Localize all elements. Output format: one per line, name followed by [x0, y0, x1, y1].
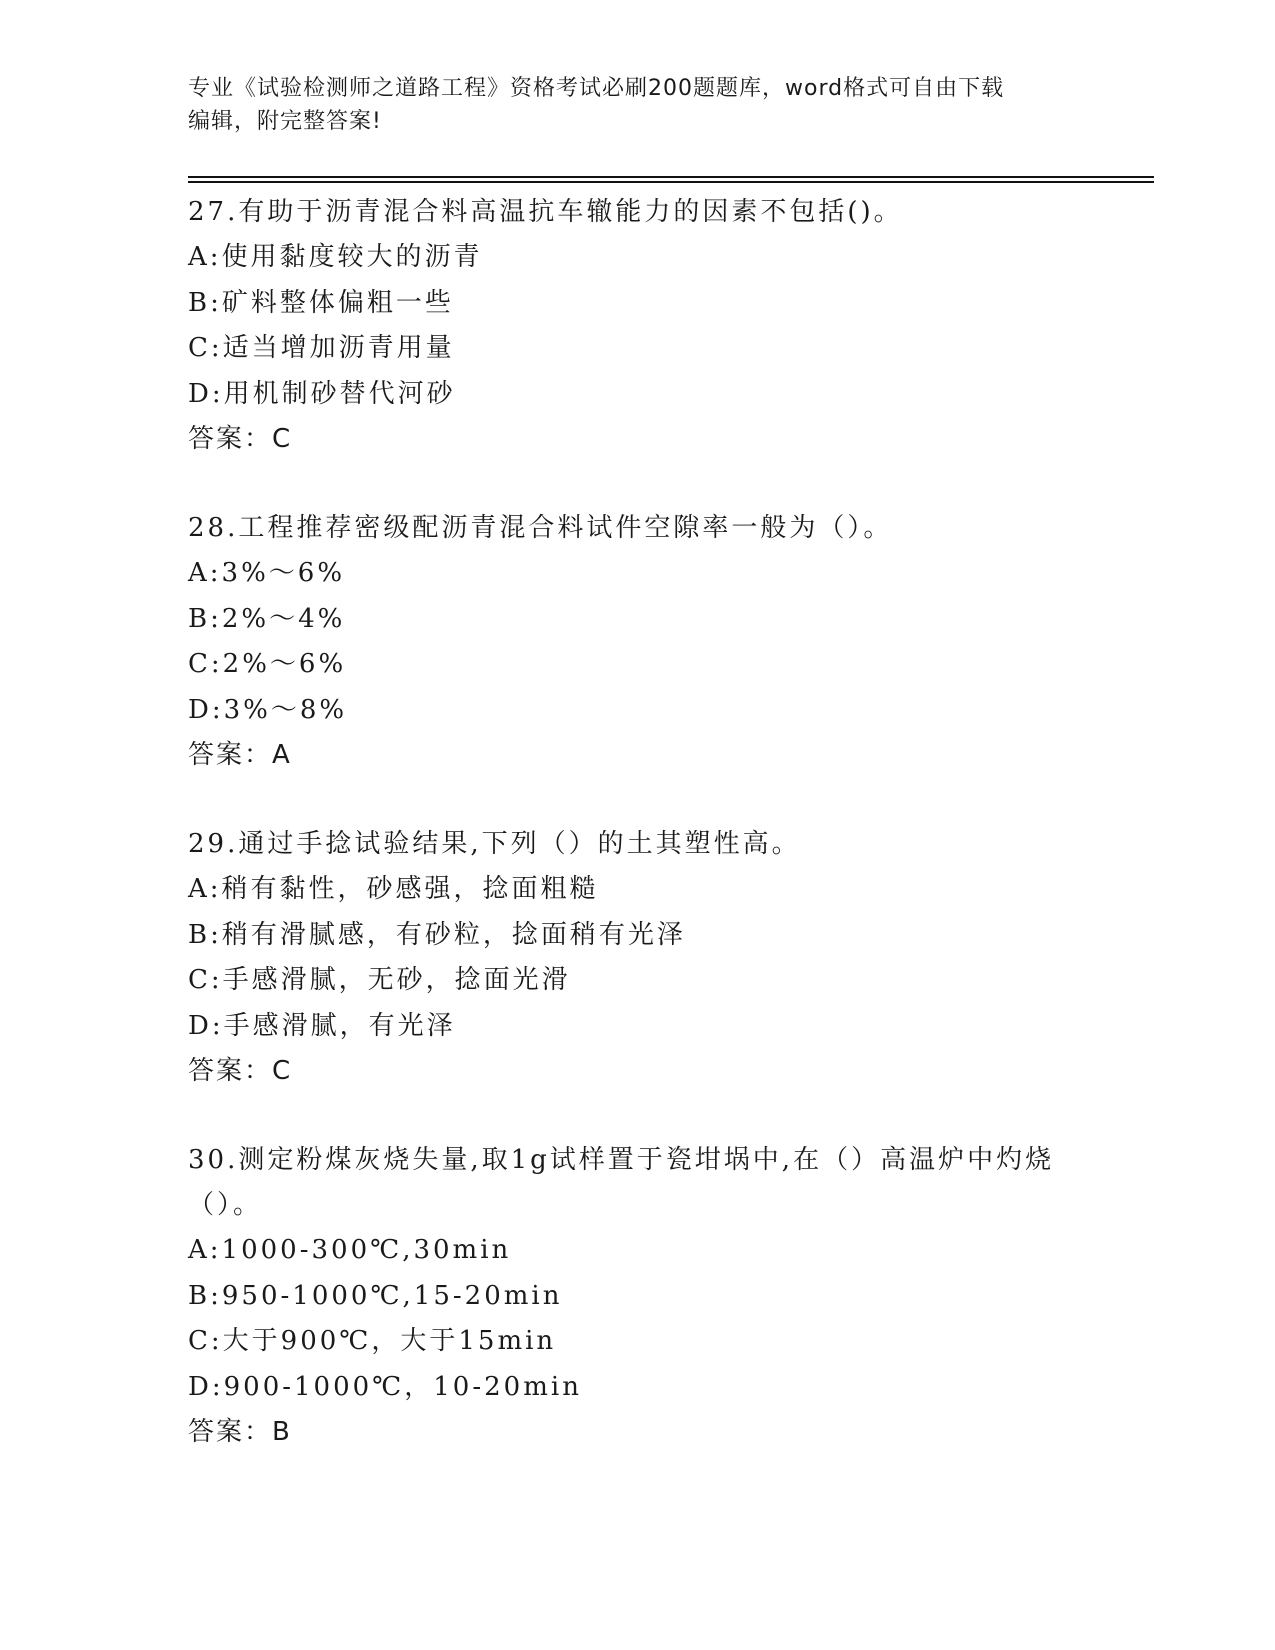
- option-c: C:2%～6%: [188, 649, 347, 679]
- option-c: C:适当增加沥青用量: [188, 333, 455, 363]
- header-divider-bottom: [188, 181, 1154, 183]
- option-a: A:3%～6%: [188, 558, 346, 588]
- question-stem-line-2: （）。: [188, 1190, 263, 1220]
- option-d: D:3%～8%: [188, 694, 348, 725]
- question-28: [188, 506, 1088, 778]
- header-line-2: 编辑，附完整答案!: [188, 109, 382, 134]
- document-header: [188, 72, 1088, 138]
- option-a: A:稍有黏性，砂感强，捻面粗糙: [188, 874, 599, 904]
- question-stem: 29.通过手捻试验结果,下列（）的土其塑性高。: [188, 829, 801, 859]
- question-27: [188, 190, 1088, 462]
- question-29: [188, 822, 1088, 1094]
- option-d: D:手感滑腻，有光泽: [188, 1010, 456, 1041]
- header-line-1: 专业《试验检测师之道路工程》资格考试必刷200题题库，word格式可自由下载: [188, 76, 1005, 101]
- answer-line: 答案：C: [188, 1056, 293, 1086]
- question-spacer: [188, 1094, 1088, 1138]
- question-spacer: [188, 778, 1088, 822]
- question-30: [188, 1138, 1088, 1455]
- option-d: D:用机制砂替代河砂: [188, 378, 456, 409]
- header-divider-top: [188, 176, 1154, 178]
- question-stem: 28.工程推荐密级配沥青混合料试件空隙率一般为（）。: [188, 513, 893, 543]
- option-b: B:2%～4%: [188, 603, 346, 634]
- option-b: B:950-1000℃,15-20min: [188, 1280, 563, 1311]
- answer-line: 答案：B: [188, 1417, 292, 1447]
- question-stem-line-1: 30.测定粉煤灰烧失量,取1g试样置于瓷坩埚中,在（）高温炉中灼烧: [188, 1145, 1055, 1175]
- option-c: C:手感滑腻，无砂，捻面光滑: [188, 965, 571, 995]
- option-c: C:大于900℃，大于15min: [188, 1326, 557, 1356]
- question-list: [188, 190, 1088, 1455]
- answer-line: 答案：C: [188, 424, 293, 454]
- question-spacer: [188, 462, 1088, 506]
- option-a: A:使用黏度较大的沥青: [188, 242, 483, 272]
- option-a: A:1000-300℃,30min: [188, 1235, 512, 1265]
- answer-line: 答案：A: [188, 740, 292, 770]
- option-d: D:900-1000℃，10-20min: [188, 1371, 582, 1402]
- option-b: B:矿料整体偏粗一些: [188, 287, 454, 318]
- option-b: B:稍有滑腻感，有砂粒，捻面稍有光泽: [188, 919, 686, 950]
- question-stem: 27.有助于沥青混合料高温抗车辙能力的因素不包括()。: [188, 197, 903, 227]
